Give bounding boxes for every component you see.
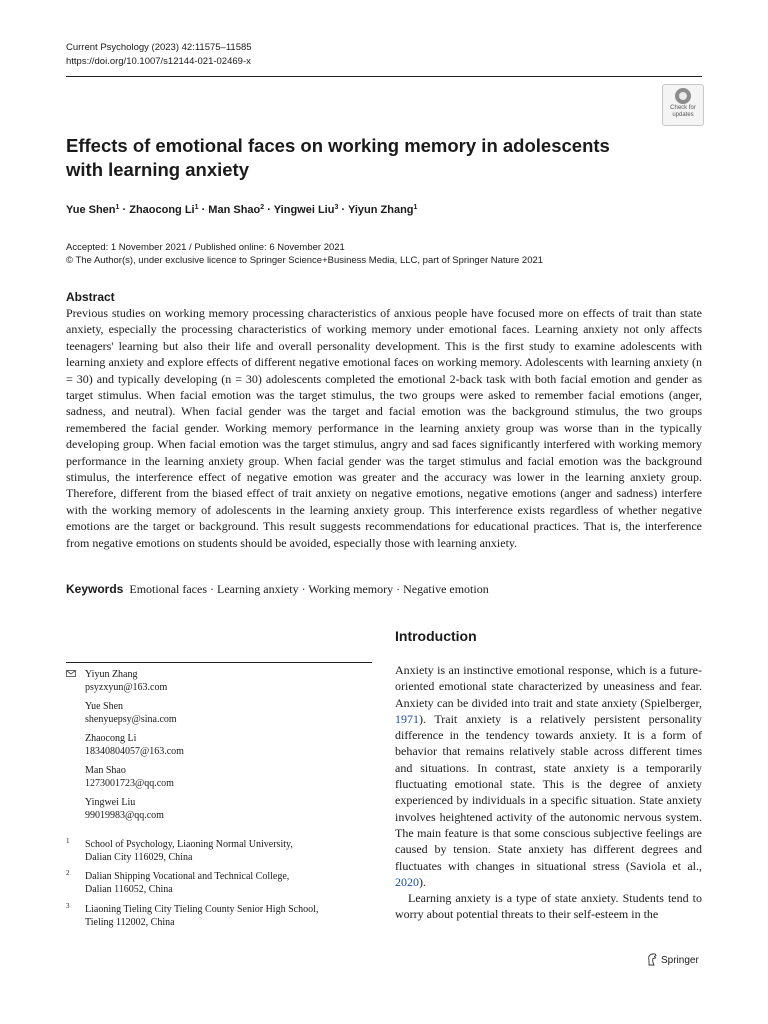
author-separator: · [338, 204, 348, 216]
affiliation-line: Liaoning Tieling City Tieling County Senior High School, [85, 904, 319, 915]
affiliation-number: 2 [66, 869, 70, 877]
author-affiliation-mark: 1 [413, 204, 418, 211]
author-affiliation-mark: 3 [334, 204, 339, 211]
contact-entry [85, 796, 372, 822]
affiliation-number: 3 [66, 902, 70, 910]
author-name[interactable]: Yiyun Zhang [347, 204, 414, 216]
contact-name: Yingwei Liu [85, 797, 136, 808]
footnote-rule [66, 662, 372, 663]
contact-name: Zhaocong Li [85, 733, 137, 744]
author-list [66, 203, 417, 217]
crossmark-label-2: updates [672, 111, 694, 118]
affiliation-line: Dalian 116052, China [85, 884, 173, 895]
contact-email[interactable]: psyzxyun@163.com [85, 682, 168, 693]
contact-entry [85, 700, 372, 726]
abstract-heading: Abstract [66, 290, 115, 304]
affiliation-line: Dalian Shipping Vocational and Technical College, [85, 871, 290, 882]
corresponding-contacts [66, 668, 372, 828]
keywords-label: Keywords [66, 582, 124, 596]
author-name[interactable]: Man Shao [208, 204, 261, 216]
contact-email[interactable]: 18340804057@163.com [85, 746, 184, 757]
author-separator: · [264, 204, 274, 216]
paragraph-text: ). [419, 874, 426, 889]
citation-link[interactable]: 2020 [395, 874, 419, 889]
doi-link[interactable]: https://doi.org/10.1007/s12144-021-02469-x [66, 56, 251, 67]
author-name[interactable]: Zhaocong Li [129, 204, 195, 216]
publication-info [66, 241, 543, 267]
contact-email[interactable]: 1273001723@qq.com [85, 778, 174, 789]
abstract-text: Previous studies on working memory processing characteristics of anxious people have focused more on effects of trait than state anxiety, especially the processing characteristics of working memory under emotional faces. Learning anxiety not only affects teenagers' learning but also their life and overall personality development. This is the first study to examine adolescents with learning anxiety and explore effects of different negative emotional faces on working memory. Adolescents with learning anxiety (n = 30) and typically developing (n = 30) adolescents completed the emotional 2-back task with both facial emotion and gender as target stimulus. When facial emotion was the target stimulus, the two groups were asked to remember facial emotions (anger, sadness, and neutral). When facial gender was the target and facial emotion was the background stimulus, the two groups remembered the facial gender. Working memory performance in the learning anxiety group was worse than in the typically developing group. When facial emotion was the target stimulus, angry and sad faces significantly interfered with working memory performance in the learning anxiety group. When facial gender was the target stimulus and facial emotion was the background stimulus, the interference effect of negative emotion was greater and the accuracy was lower in the learning anxiety group. Therefore, different from the biased effect of trait anxiety on negative emotions, negative emotions (anger and sadness) interfere with the working memory of adolescents in the learning anxiety group. This interference exists regardless of whether negative emotions are the target or background. This result suggests recommendations for educational practices. That is, the interference from negative emotions on students should be avoided, especially those with learning anxiety. [66, 306, 702, 550]
author-name[interactable]: Yingwei Liu [273, 204, 335, 216]
introduction-paragraph [395, 662, 702, 890]
contact-name: Yiyun Zhang [85, 669, 138, 680]
introduction-heading: Introduction [395, 628, 477, 644]
keywords [66, 582, 489, 597]
publisher-name: Springer [661, 955, 699, 966]
affiliation-line: Tieling 112002, China [85, 917, 175, 928]
crossmark-label-1: Check for [670, 105, 696, 111]
author-separator: · [198, 204, 209, 216]
header-rule [66, 76, 702, 77]
contact-entry [85, 732, 372, 758]
copyright-line: © The Author(s), under exclusive licence to Springer Science+Business Media, LLC, part of Springer Nature 2021 [66, 255, 544, 266]
envelope-icon [66, 670, 76, 677]
citation-link[interactable]: 1971 [395, 711, 419, 726]
author-separator: · [119, 204, 130, 216]
introduction-body [395, 662, 702, 923]
contact-entry [85, 668, 372, 694]
author-affiliation-mark: 1 [194, 204, 199, 211]
affiliation-line: School of Psychology, Liaoning Normal University, [85, 839, 293, 850]
article-title: Effects of emotional faces on working memory in adolescents with learning anxiety [66, 135, 610, 180]
keywords-list: Emotional faces · Learning anxiety · Working memory · Negative emotion [129, 582, 489, 596]
contact-entry [85, 764, 372, 790]
author-name[interactable]: Yue Shen [66, 204, 116, 216]
author-affiliation-mark: 2 [260, 204, 265, 211]
journal-header [66, 41, 252, 69]
contact-name: Yue Shen [85, 701, 124, 712]
paragraph-text: Anxiety is an instinctive emotional response, which is a future-oriented emotional state characterized by uneasiness and fear. Anxiety can be divided into trait and state anxiety (Spielberger, [395, 663, 702, 710]
contact-email[interactable]: 99019983@qq.com [85, 810, 164, 821]
contact-email[interactable]: shenyuepsy@sina.com [85, 714, 177, 725]
check-for-updates-badge[interactable] [662, 84, 704, 126]
publisher-logo [646, 953, 699, 968]
affiliation-entry [66, 903, 372, 929]
contact-name: Man Shao [85, 765, 126, 776]
affiliation-entry [66, 870, 372, 896]
affiliation-number: 1 [66, 837, 70, 845]
paragraph-text: ). Trait anxiety is a relatively persistent personality difference in the tendency towards anxiety. It is a form of behavior that remains relatively stable across different times and situations. In contrast, state anxiety is a temporarily fluctuating emotional state. This is the degree of anxiety experienced by individuals in a specific situation. State anxiety involves heightened activity of the autonomic nervous system. The main feature is that some conscious subjective feelings are caused by tension. State anxiety has different degrees and fluctuates with changes in situational stress (Saviola et al., [395, 711, 702, 873]
journal-citation: Current Psychology (2023) 42:11575–11585 [66, 42, 252, 53]
springer-horse-icon [646, 953, 658, 966]
publication-dates: Accepted: 1 November 2021 / Published online: 6 November 2021 [66, 242, 345, 253]
author-affiliation-mark: 1 [115, 204, 120, 211]
affiliation-entry [66, 838, 372, 864]
introduction-paragraph: Learning anxiety is a type of state anxiety. Students tend to worry about potential threats to their self-esteem in the [395, 891, 702, 922]
crossmark-icon [675, 88, 691, 104]
affiliation-line: Dalian City 116029, China [85, 852, 193, 863]
